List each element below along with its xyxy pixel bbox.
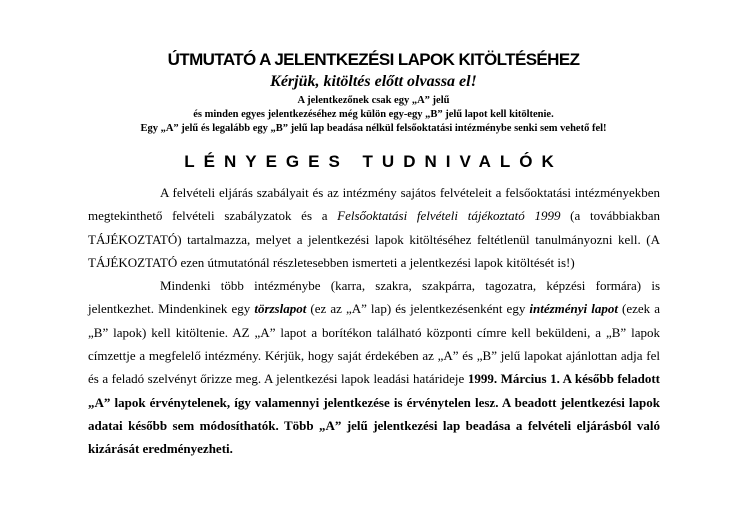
paragraph-1-text-b: (a továbbiakban TÁJÉKOZTATÓ) tartalmazza, melyet a jelentkezési lapok kitöltéséhez feltétlenül tanulmányozni kell. (A TÁJÉKOZTATÓ ezen útmutatónál részletesebben ismerteti a jelentkezési lapok kitöltését is!) xyxy=(88,208,661,270)
paragraph-2-text-b: (ez az „A” lap) és jelentkezésenként egy xyxy=(306,301,530,317)
document-title: ÚTMUTATÓ A JELENTKEZÉSI LAPOK KITÖLTÉSÉHEZ xyxy=(167,50,580,69)
paragraph-2 xyxy=(88,274,660,460)
section-heading: LÉNYEGES TUDNIVALÓK xyxy=(184,152,563,171)
body-text xyxy=(88,181,660,461)
note-line-2: és minden egyes jelentkezéséhez még külön egy-egy „B” jelű lapot kell kitöltenie. xyxy=(193,109,554,120)
term-torzslap: törzslapot xyxy=(254,301,307,317)
paragraph-1-text-a: A felvételi eljárás szabályait és az intézmény sajátos felvételeit a felsőoktatási intézményekben megtekinthető felvételi szabályzatok és a xyxy=(88,185,660,224)
document-subtitle: Kérjük, kitöltés előtt olvassa el! xyxy=(270,73,477,90)
paragraph-2-text-a: Mindenki több intézménybe (karra, szakra, szakpárra, tagozatra, képzési formára) is jelentkezhet. Mindenkinek egy xyxy=(88,278,660,317)
paragraph-2-text-c: (ezek a „B” lapok) kell kitöltenie. AZ „A” lapot a borítékon található központi címre kell beküldeni, a „B” lapok címzettje a megfelelő intézmény. Kérjük, hogy saját érdekében az „A” és „B” jelű lapokat ajánlottan adja fel és a feladó szelvényt őrizze meg. A jelentkezési lapok leadási határideje xyxy=(88,301,660,387)
paragraph-1 xyxy=(88,181,660,274)
deadline-warning: 1999. Március 1. A később feladott „A” lapok érvénytelenek, így valamennyi jelentkezése is érvénytelen lesz. A beadott jelentkezési lapok adatai később sem módosíthatók. Több „A” jelű jelentkezési lap beadása a felvételi eljárásból való kizárását eredményezheti. xyxy=(88,371,660,457)
note-line-3: Egy „A” jelű és legalább egy „B” jelű lap beadása nélkül felsőoktatási intézménybe senki sem vehető fel! xyxy=(140,123,607,134)
tajekoztato-reference: Felsőoktatási felvételi tájékoztató 1999 xyxy=(337,208,561,224)
term-intezmenyi-lap: intézményi lapot xyxy=(529,301,618,317)
note-line-1: A jelentkezőnek csak egy „A” jelű xyxy=(297,95,450,106)
